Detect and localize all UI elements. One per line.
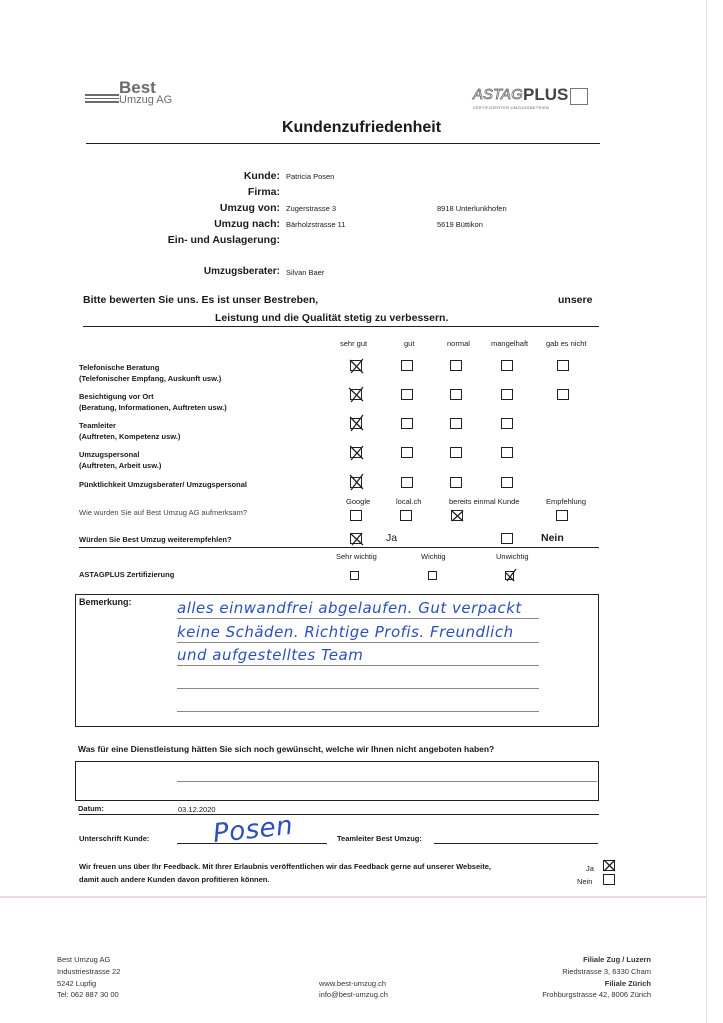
remarks-label: Bemerkung: — [79, 597, 132, 607]
col-mangelhaft: mangelhaft — [491, 339, 529, 348]
teamleiter-mangelhaft-checkbox[interactable] — [501, 418, 513, 429]
logo-stripes — [85, 94, 119, 103]
umzug-nach-city: 5619 Büttikon — [437, 220, 483, 229]
puenktlichkeit-normal-checkbox[interactable] — [450, 477, 462, 488]
astag-question: ASTAGPLUS Zertifizierung — [79, 570, 175, 579]
umzug-von-street: Zugerstrasse 3 — [286, 204, 337, 213]
umzug-von-label: Umzug von: — [219, 202, 280, 214]
astag-unwichtig-checkbox[interactable] — [505, 571, 514, 580]
logo-best-text: Best — [119, 78, 156, 97]
row-telefonische-beratung-sub: (Telefonischer Empfang, Auskunft usw.) — [79, 374, 222, 383]
wish-question: Was für eine Dienstleistung hätten Sie sich noch gewünscht, welche wir Ihnen nicht angeboten haben? — [78, 744, 495, 754]
row-teamleiter-sub: (Auftreten, Kompetenz usw.) — [79, 432, 181, 441]
check-mark-icon — [348, 415, 368, 435]
remarks-handwriting-3: und aufgestelltes Team — [177, 646, 364, 664]
source-google-checkbox[interactable] — [350, 510, 362, 521]
footer-branch2-address: Frohburgstrasse 42, 8006 Zürich — [542, 990, 651, 999]
consent-no-checkbox[interactable] — [603, 874, 615, 885]
besichtigung-normal-checkbox[interactable] — [450, 389, 462, 400]
recommend-yes-checkbox[interactable] — [350, 533, 362, 544]
intro-line1: Bitte bewerten Sie uns. Es ist unser Bestreben, — [83, 294, 319, 306]
footer-email-link[interactable]: info@best-umzug.ch — [319, 990, 388, 999]
remarks-line-4 — [177, 688, 539, 689]
source-kunde-label: bereits einmal Kunde — [449, 497, 520, 506]
astag-sehr-wichtig-checkbox[interactable] — [350, 571, 359, 580]
source-question: Wie wurden Sie auf Best Umzug AG aufmerksam? — [79, 508, 247, 517]
wish-line — [177, 781, 597, 782]
remarks-line-3 — [177, 665, 539, 666]
row-besichtigung-label: Besichtigung vor Ort — [79, 392, 154, 401]
footer-company-tel: Tel: 062 887 30 00 — [57, 990, 119, 999]
astag-wichtig-label: Wichtig — [421, 552, 446, 561]
footer-branch1-title: Filiale Zug / Luzern — [583, 955, 651, 964]
source-empfehlung-checkbox[interactable] — [556, 510, 568, 521]
footer-company-name: Best Umzug AG — [57, 955, 111, 964]
umzug-von-city: 8918 Unterlunkhofen — [437, 204, 507, 213]
scan-fold-line — [0, 896, 706, 898]
umzugspersonal-normal-checkbox[interactable] — [450, 447, 462, 458]
umzugspersonal-sehr-gut-checkbox[interactable] — [350, 447, 362, 458]
consent-yes-label: Ja — [586, 864, 594, 873]
footer-company-city: 5242 Lupfig — [57, 979, 97, 988]
kunde-value: Patricia Posen — [286, 172, 335, 181]
astag-wichtig-checkbox[interactable] — [428, 571, 437, 580]
astag-logo-plus: PLUS — [523, 85, 569, 104]
consent-yes-checkbox[interactable] — [603, 860, 615, 871]
besichtigung-gut-checkbox[interactable] — [401, 389, 413, 400]
lagerung-label: Ein- und Auslagerung: — [167, 234, 280, 246]
scan-edge-line — [706, 0, 707, 1023]
row-besichtigung-sub: (Beratung, Informationen, Auftreten usw.) — [79, 403, 227, 412]
col-normal: normal — [447, 339, 470, 348]
telefonische-normal-checkbox[interactable] — [450, 360, 462, 371]
datum-label: Datum: — [78, 804, 104, 813]
footer-branch1-address: Riedstrasse 3, 6330 Cham — [562, 967, 651, 976]
col-sehr-gut: sehr gut — [340, 339, 368, 348]
telefonische-mangelhaft-checkbox[interactable] — [501, 360, 513, 371]
row-teamleiter-label: Teamleiter — [79, 421, 116, 430]
consent-line-2: damit auch andere Kunden davon profitieren können. — [79, 875, 270, 884]
source-empfehlung-label: Empfehlung — [546, 497, 587, 506]
remarks-line-5 — [177, 711, 539, 712]
firma-label: Firma: — [247, 186, 280, 198]
umzug-nach-street: Bärholzstrasse 11 — [286, 220, 346, 229]
kunde-label: Kunde: — [243, 170, 280, 182]
remarks-line-1 — [177, 618, 539, 619]
umzug-nach-label: Umzug nach: — [214, 218, 280, 230]
teamleiter-line — [434, 843, 598, 844]
check-mark-icon — [348, 444, 368, 464]
row-umzugspersonal-label: Umzugspersonal — [79, 450, 140, 459]
recommend-underline — [79, 547, 599, 548]
consent-line-1: Wir freuen uns über Ihr Feedback. Mit Ihrer Erlaubnis veröffentlichen wir das Feedback gerne auf unserer Webseite, — [79, 862, 491, 871]
signature-label: Unterschrift Kunde: — [79, 834, 150, 843]
row-puenktlichkeit-label: Pünktlichkeit Umzugsberater/ Umzugspersonal — [79, 480, 247, 489]
check-mark-icon — [449, 507, 469, 527]
puenktlichkeit-gut-checkbox[interactable] — [401, 477, 413, 488]
besichtigung-gab-es-nicht-checkbox[interactable] — [557, 389, 569, 400]
recommend-no-label: Nein — [541, 532, 564, 544]
umzugspersonal-mangelhaft-checkbox[interactable] — [501, 447, 513, 458]
remarks-handwriting-1: alles einwandfrei abgelaufen. Gut verpackt — [177, 599, 522, 617]
consent-no-label: Nein — [577, 877, 593, 886]
umzugsberater-value: Silvan Baer — [286, 268, 325, 277]
umzugsberater-label: Umzugsberater: — [203, 266, 280, 277]
check-mark-icon — [348, 357, 368, 377]
check-mark-icon — [348, 474, 368, 494]
footer-company-street: Industriestrasse 22 — [57, 967, 121, 976]
row-umzugspersonal-sub: (Auftreten, Arbeit usw.) — [79, 461, 162, 470]
intro-underline — [83, 326, 599, 327]
teamleiter-normal-checkbox[interactable] — [450, 418, 462, 429]
teamleiter-sehr-gut-checkbox[interactable] — [350, 418, 362, 429]
recommend-yes-label: Ja — [386, 532, 398, 544]
astagplus-logo — [473, 84, 591, 112]
source-local-label: local.ch — [396, 497, 422, 506]
astag-unwichtig-label: Unwichtig — [496, 552, 529, 561]
remarks-handwriting-2: keine Schäden. Richtige Profis. Freundlich — [177, 623, 514, 641]
telefonische-gut-checkbox[interactable] — [401, 360, 413, 371]
datum-value: 03.12.2020 — [178, 805, 216, 814]
teamleiter-label: Teamleiter Best Umzug: — [337, 834, 422, 843]
teamleiter-gut-checkbox[interactable] — [401, 418, 413, 429]
logo-umzug-text: Umzug AG — [119, 94, 173, 106]
source-kunde-checkbox[interactable] — [451, 510, 463, 521]
title-underline — [86, 143, 600, 144]
puenktlichkeit-mangelhaft-checkbox[interactable] — [501, 477, 513, 488]
besichtigung-mangelhaft-checkbox[interactable] — [501, 389, 513, 400]
besichtigung-sehr-gut-checkbox[interactable] — [350, 389, 362, 400]
telefonische-gab-es-nicht-checkbox[interactable] — [557, 360, 569, 371]
datum-underline — [79, 814, 599, 815]
astag-logo-box — [570, 88, 588, 105]
telefonische-sehr-gut-checkbox[interactable] — [350, 360, 362, 371]
col-gab-es-nicht: gab es nicht — [546, 339, 587, 348]
umzugspersonal-gut-checkbox[interactable] — [401, 447, 413, 458]
check-mark-icon — [348, 386, 368, 406]
astag-logo-subtitle: ZERTIFIZIERTER UMZUGSBETRIEB — [473, 105, 550, 110]
footer-website-link[interactable]: www.best-umzug.ch — [319, 979, 387, 988]
source-google-label: Google — [346, 497, 371, 506]
customer-signature: Posen — [211, 810, 295, 850]
footer-branch2-title: Filiale Zürich — [604, 979, 651, 988]
recommend-no-checkbox[interactable] — [501, 533, 513, 544]
row-telefonische-beratung-label: Telefonische Beratung — [79, 363, 160, 372]
recommend-question: Würden Sie Best Umzug weiterempfehlen? — [79, 535, 232, 544]
page-title: Kundenzufriedenheit — [281, 119, 442, 136]
intro-line1-end: unsere — [558, 294, 593, 306]
astag-sehr-wichtig-label: Sehr wichtig — [336, 552, 377, 561]
check-mark-icon — [503, 568, 519, 584]
col-gut: gut — [404, 339, 415, 348]
source-local-checkbox[interactable] — [400, 510, 412, 521]
intro-line2: Leistung und die Qualität stetig zu verbessern. — [215, 312, 449, 324]
company-logo — [85, 78, 195, 110]
puenktlichkeit-sehr-gut-checkbox[interactable] — [350, 477, 362, 488]
astag-logo-prefix: ASTAG — [473, 86, 523, 103]
remarks-line-2 — [177, 642, 539, 643]
